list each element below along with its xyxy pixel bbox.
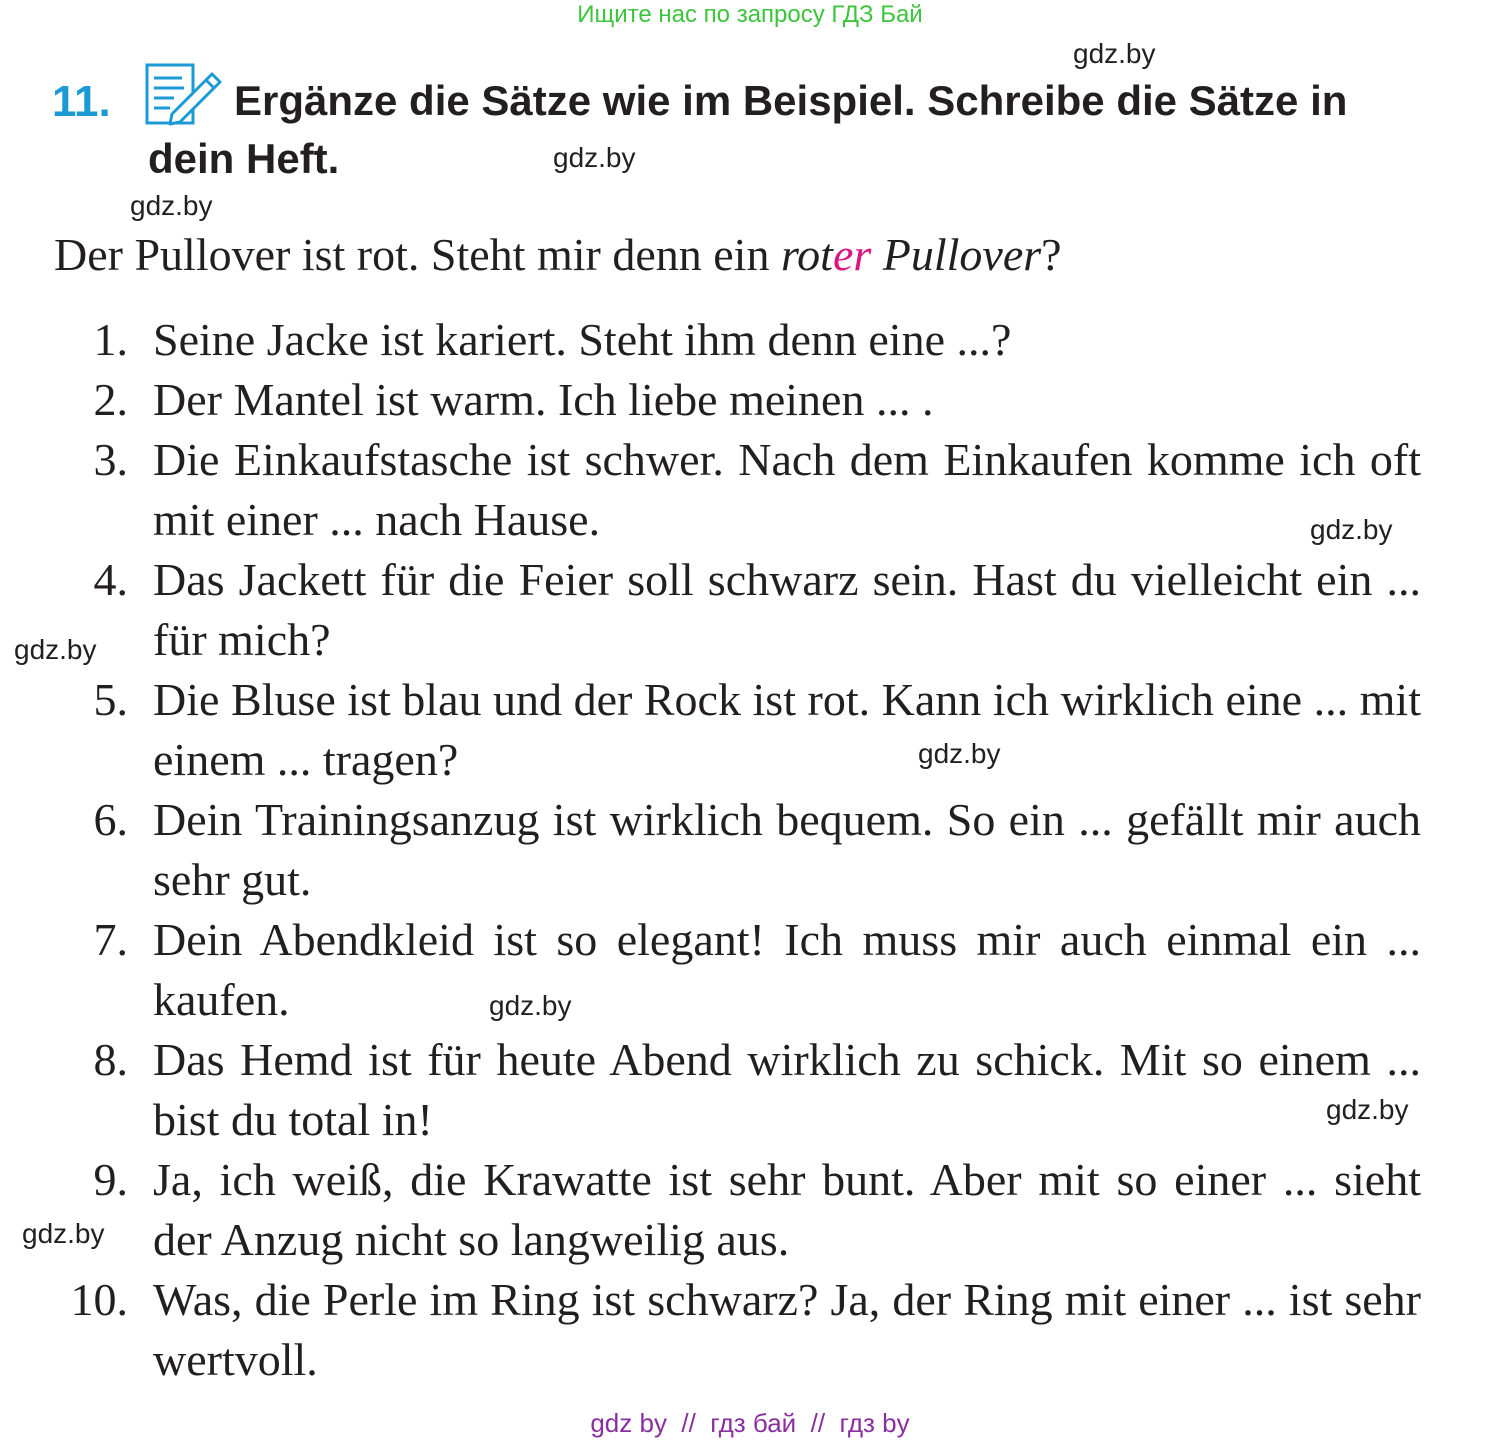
item-number: 5. (93, 674, 128, 725)
exercise-number: 11. (52, 77, 111, 126)
item-text: Die Einkaufstasche ist schwer. Nach dem Einkaufen komme ich oft mit einer ... nach Hause. (153, 434, 1421, 545)
watermark: gdz.by (1326, 1094, 1409, 1125)
item-number: 10. (70, 1274, 128, 1325)
watermark: gdz.by (14, 634, 97, 665)
item-number: 7. (93, 914, 128, 965)
item-text: Was, die Perle im Ring ist schwarz? Ja, der Ring mit einer ... ist sehr wertvoll. (153, 1274, 1421, 1385)
item-text: Dein Trainingsanzug ist wirklich bequem. So ein ... gefällt mir auch sehr gut. (153, 794, 1421, 905)
watermark: gdz.by (1310, 514, 1393, 545)
example-text: Der Pullover ist rot. Steht mir denn ein (54, 229, 781, 280)
item-text: Dein Abendkleid ist so elegant! Ich muss mir auch einmal ein ... kaufen. (153, 914, 1421, 1025)
item-text: Der Mantel ist warm. Ich liebe meinen ... . (153, 374, 934, 425)
watermark: gdz.by (130, 190, 213, 221)
watermark: gdz.by (1073, 38, 1156, 69)
item-text: Die Bluse ist blau und der Rock ist rot. Kann ich wirklich eine ... mit einem ... tragen? (153, 674, 1421, 785)
item-number: 8. (93, 1034, 128, 1085)
item-number: 6. (93, 794, 128, 845)
example-ending: er (832, 229, 872, 280)
item-text: Das Jackett für die Feier soll schwarz sein. Hast du vielleicht ein ... für mich? (153, 554, 1421, 665)
watermark: gdz.by (22, 1218, 105, 1249)
watermark: gdz.by (489, 990, 572, 1021)
watermark: gdz.by (918, 738, 1001, 769)
example-sentence (54, 226, 1434, 284)
item-text: Ja, ich weiß, die Krawatte ist sehr bunt. Aber mit so einer ... sieht der Anzug nicht so langweilig aus. (153, 1154, 1421, 1265)
example-noun: Pullover (871, 229, 1042, 280)
item-number: 3. (93, 434, 128, 485)
item-number: 9. (93, 1154, 128, 1205)
item-text: Seine Jacke ist kariert. Steht ihm denn eine ...? (153, 314, 1012, 365)
top-banner: Ищите нас по запросу ГДЗ Бай (577, 1, 923, 28)
item-text: Das Hemd ist für heute Abend wirklich zu schick. Mit so einem ... bist du total in! (153, 1034, 1421, 1145)
item-number: 1. (93, 314, 128, 365)
item-number: 2. (93, 374, 128, 425)
example-question-mark: ? (1041, 229, 1062, 280)
item-number: 4. (93, 554, 128, 605)
footer-links: gdz by // гдз бай // гдз by (590, 1408, 910, 1438)
watermark: gdz.by (553, 142, 636, 173)
task-title: Ergänze die Sätze wie im Beispiel. Schreibe die Sätze in dein Heft. (148, 77, 1348, 182)
example-adjective-stem: rot (780, 229, 833, 280)
